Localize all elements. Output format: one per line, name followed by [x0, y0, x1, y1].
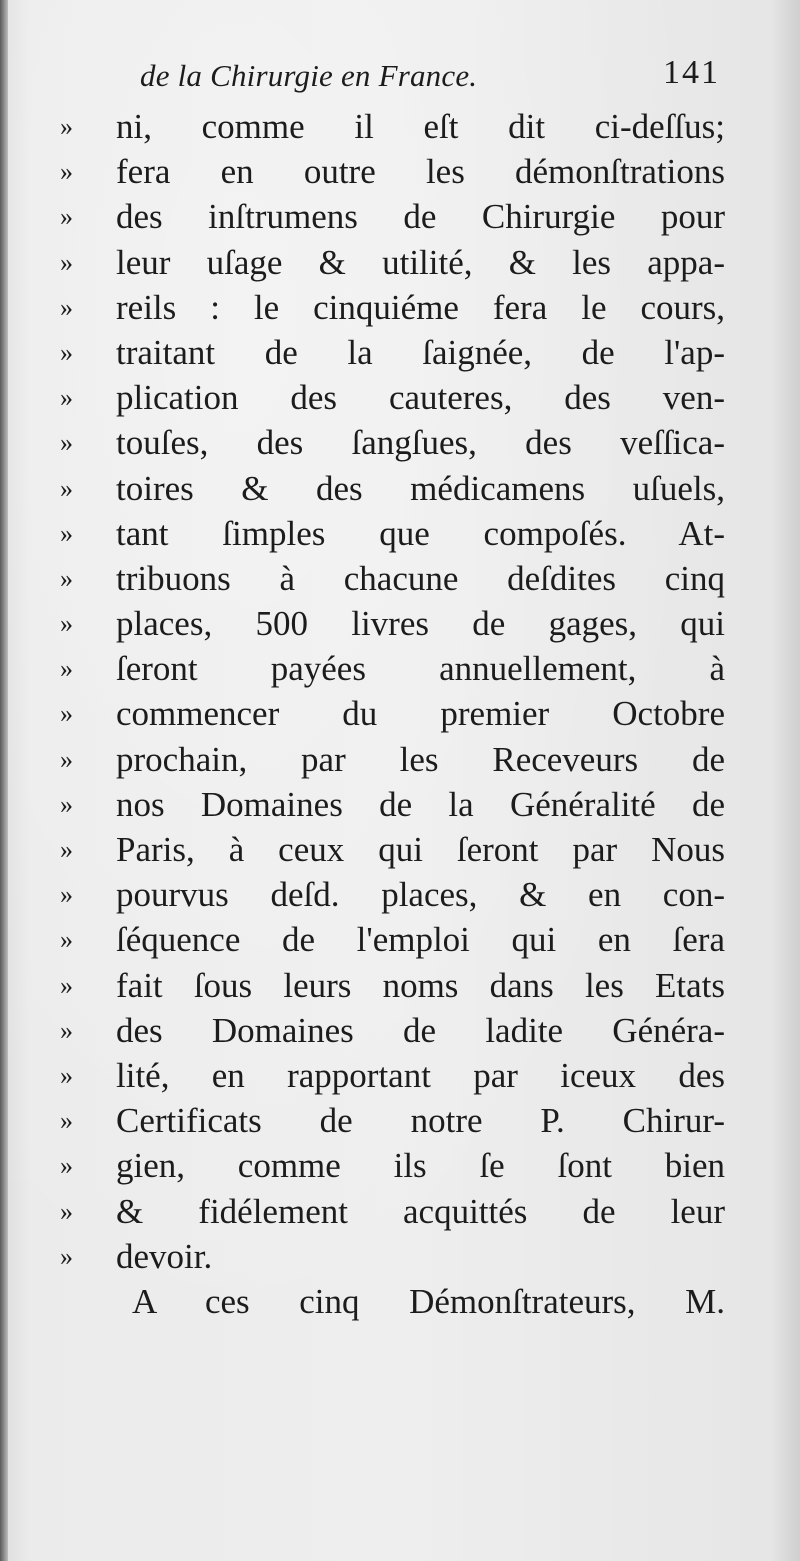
quotation-mark: »	[60, 202, 72, 232]
quotation-mark: »	[60, 880, 72, 910]
line-text: toires & des médicamens uſuels,	[116, 468, 725, 508]
quotation-mark: »	[60, 789, 72, 819]
text-line	[60, 1053, 725, 1098]
line-text: places, 500 livres de gages, qui	[116, 604, 725, 644]
line-text: devoir.	[116, 1236, 213, 1276]
quotation-mark: »	[60, 247, 72, 277]
text-line	[60, 782, 725, 827]
text-line	[60, 104, 725, 149]
text-line	[60, 466, 725, 511]
quotation-mark: »	[60, 383, 72, 413]
text-line	[60, 375, 725, 420]
quotation-mark: »	[60, 112, 72, 141]
page-binding-edge	[0, 0, 8, 1561]
line-text: ſéquence de l'emploi qui en ſera	[116, 920, 725, 960]
quotation-mark: »	[60, 1196, 72, 1226]
quotation-mark: »	[60, 428, 72, 458]
text-line	[60, 556, 725, 601]
quotation-mark: »	[60, 1106, 72, 1136]
quotation-mark: »	[60, 654, 72, 684]
line-text: tribuons à chacune deſdites cinq	[116, 558, 725, 598]
text-line	[60, 194, 725, 239]
line-text: touſes, des ſangſues, des veſſica-	[116, 423, 725, 463]
text-line	[60, 1234, 725, 1279]
running-title: de la Chirurgie en France.	[140, 58, 478, 93]
quotation-mark: »	[60, 744, 72, 774]
text-line	[60, 511, 725, 556]
quotation-mark: »	[60, 1241, 72, 1271]
line-text: fait ſous leurs noms dans les Etats	[116, 965, 725, 1005]
line-text: gien, comme ils ſe ſont bien	[116, 1146, 725, 1186]
line-text: traitant de la ſaignée, de l'ap-	[116, 332, 725, 372]
line-text: reils : le cinquiéme fera le cours,	[116, 287, 725, 327]
text-line	[60, 1098, 725, 1143]
line-text: lité, en rapportant par iceux des	[116, 1055, 725, 1095]
text-line	[60, 149, 725, 194]
quotation-mark: »	[60, 925, 72, 955]
page-header	[140, 52, 720, 102]
quotation-mark: »	[60, 609, 72, 639]
quotation-mark: »	[60, 563, 72, 593]
quotation-mark: »	[60, 699, 72, 729]
body-text	[60, 104, 725, 1324]
text-line	[60, 1008, 725, 1053]
text-line	[60, 420, 725, 465]
line-text: ſeront payées annuellement, à	[116, 649, 725, 689]
text-line	[60, 691, 725, 736]
text-line	[60, 1189, 725, 1234]
text-line	[60, 917, 725, 962]
line-text: pourvus deſd. places, & en con-	[116, 875, 725, 915]
text-line	[60, 872, 725, 917]
quotation-mark: »	[60, 1151, 72, 1181]
line-text: commencer du premier Octobre	[116, 694, 725, 734]
text-line	[60, 737, 725, 782]
text-line	[60, 285, 725, 330]
text-line	[60, 330, 725, 375]
quotation-mark: »	[60, 970, 72, 1000]
line-text: fera en outre les démonſtrations	[116, 152, 725, 192]
quotation-mark: »	[60, 518, 72, 548]
line-text: Paris, à ceux qui ſeront par Nous	[116, 830, 725, 869]
line-text: prochain, par les Receveurs de	[116, 739, 725, 779]
line-text: des inſtrumens de Chirurgie pour	[116, 197, 725, 237]
quotation-mark: »	[60, 1015, 72, 1045]
text-line	[60, 827, 725, 872]
quotation-mark: »	[60, 835, 72, 864]
quotation-mark: »	[60, 292, 72, 322]
line-text: Certificats de notre P. Chirur-	[116, 1101, 725, 1141]
line-text: plication des cauteres, des ven-	[116, 378, 725, 418]
line-text: leur uſage & utilité, & les appa-	[116, 242, 725, 282]
quotation-mark: »	[60, 1060, 72, 1090]
text-line	[60, 601, 725, 646]
quotation-mark: »	[60, 337, 72, 367]
text-line	[60, 646, 725, 691]
line-text: nos Domaines de la Généralité de	[116, 784, 725, 824]
line-text: des Domaines de ladite Généra-	[116, 1010, 725, 1050]
text-line	[60, 240, 725, 285]
text-line	[60, 963, 725, 1008]
paragraph-start-line	[60, 1279, 725, 1324]
text-line	[60, 1143, 725, 1188]
quotation-mark: »	[60, 157, 72, 187]
line-text: A ces cinq Démonſtrateurs, M.	[132, 1281, 725, 1321]
line-text: ni, comme il eſt dit ci-deſſus;	[116, 107, 725, 146]
line-text: & fidélement acquittés de leur	[116, 1191, 725, 1231]
line-text: tant ſimples que compoſés. At-	[116, 513, 725, 553]
quotation-mark: »	[60, 473, 72, 503]
page-number: 141	[663, 54, 720, 91]
